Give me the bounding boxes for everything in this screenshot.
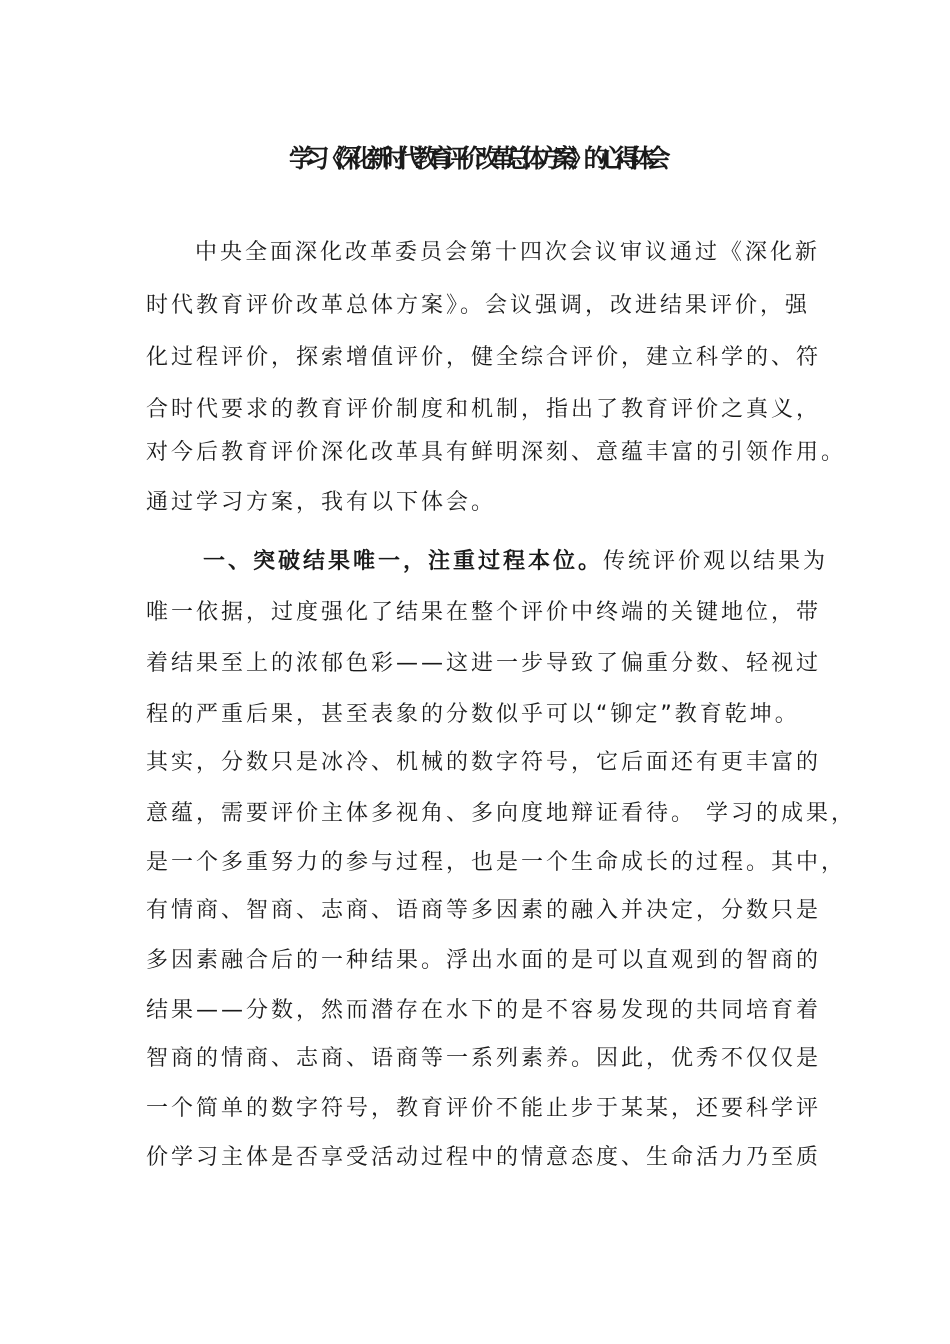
paragraph-line: 程的严重后果，甚至表象的分数似乎可以“铆定”教育乾坤。 xyxy=(146,702,800,727)
paragraph-line: 意蕴，需要评价主体多视角、多向度地辩证看待。 学习的成果， xyxy=(146,801,856,826)
paragraph-line: 时代教育评价改革总体方案》。会议强调，改进结果评价，强 xyxy=(146,293,811,318)
paragraph-line: 唯一依据，过度强化了结果在整个评价中终端的关键地位，带 xyxy=(146,600,822,625)
section-heading: 一、突破结果唯一，注重过程本位。 xyxy=(203,549,604,574)
paragraph-line: 对今后教育评价深化改革具有鲜明深刻、意蕴丰富的引领作用。 xyxy=(146,440,847,465)
paragraph-line: 是一个多重努力的参与过程，也是一个生命成长的过程。其中， xyxy=(146,850,847,875)
paragraph-line: 合时代要求的教育评价制度和机制，指出了教育评价之真义， xyxy=(146,397,822,422)
paragraph-line: 着结果至上的浓郁色彩——这进一步导致了偏重分数、轻视过 xyxy=(146,651,822,676)
paragraph-line: 通过学习方案，我有以下体会。 xyxy=(146,490,497,515)
paragraph-line-rest: 传统评价观以结果为 xyxy=(603,549,829,574)
paragraph-line: 中央全面深化改革委员会第十四次会议审议通过《深化新 xyxy=(195,240,821,265)
paragraph-line: 其实，分数只是冰冷、机械的数字符号，它后面还有更丰富的 xyxy=(146,750,822,775)
paragraph-line: 智商的情商、志商、语商等一系列素养。因此，优秀不仅仅是 xyxy=(146,1046,822,1071)
paragraph-line: 结果——分数，然而潜存在水下的是不容易发现的共同培育着 xyxy=(146,998,822,1023)
paragraph-first-line xyxy=(203,547,828,577)
paragraph-line: 多因素融合后的一种结果。浮出水面的是可以直观到的智商的 xyxy=(146,948,822,973)
paragraph-line: 价学习主体是否享受活动过程中的情意态度、生命活力乃至质 xyxy=(146,1145,822,1170)
document-title: 学习《深化新时代教育评价改革总体方案》的心得体会 xyxy=(288,144,661,173)
paragraph-line: 一个简单的数字符号，教育评价不能止步于某某，还要科学评 xyxy=(146,1096,822,1121)
paragraph-line: 化过程评价，探索增值评价，健全综合评价，建立科学的、符 xyxy=(146,345,822,370)
paragraph-line: 有情商、智商、志商、语商等多因素的融入并决定，分数只是 xyxy=(146,898,822,923)
